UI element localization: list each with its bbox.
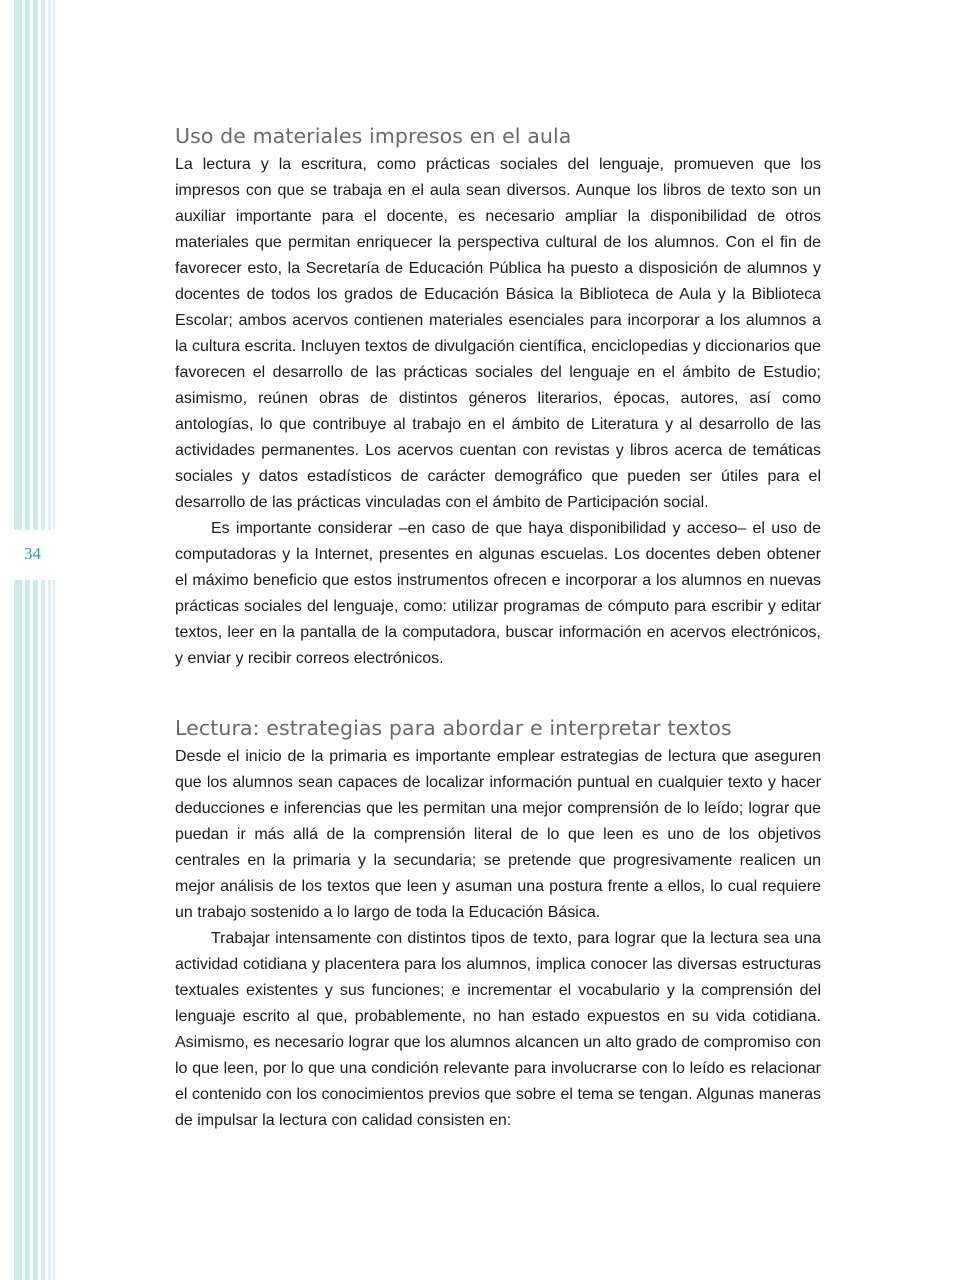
margin-stripe — [53, 0, 55, 1280]
section-heading: Lectura: estrategias para abordar e interpretar textos — [175, 716, 732, 740]
paragraph: Es importante considerar –en caso de que haya disponibilidad y acceso– el uso de computadoras y la Internet, presentes en algunas escuelas. Los docentes deben obtener el máximo beneficio que estos instrumentos ofrecen e incorporar a los alumnos en nuevas prácticas sociales del lenguaje, como: utilizar programas de cómputo para escribir y editar textos, leer en la pantalla de la computadora, buscar información en acervos electrónicos, y enviar y recibir correos electrónicos. — [175, 520, 821, 667]
margin-stripe — [41, 0, 45, 1280]
page-number: 34 — [24, 544, 41, 563]
paragraph: Desde el inicio de la primaria es importante emplear estrategias de lectura que aseguren que los alumnos sean capaces de localizar información puntual en cualquier texto y hacer deducciones e inferencias que les permitan una mejor comprensión de lo leído; lograr que puedan ir más allá de la comprensión literal de lo que leen es uno de los objetivos centrales en la primaria y la secundaria; se pretende que progresivamente realicen un mejor análisis de los textos que leen y asuman una postura frente a ellos, lo cual requiere un trabajo sostenido a lo largo de toda la Educación Básica. — [175, 748, 821, 921]
section-heading: Uso de materiales impresos en el aula — [175, 124, 572, 148]
paragraph: Trabajar intensamente con distintos tipos de texto, para lograr que la lectura sea una actividad cotidiana y placentera para los alumnos, implica conocer las diversas estructuras textuales existentes y sus funciones; e incrementar el vocabulario y la comprensión del lenguaje escrito al que, probablemente, no han estado expuestos en su vida cotidiana. Asimismo, es necesario lograr que los alumnos alcancen un alto grado de compromiso con lo que leen, por lo que una condición relevante para involucrarse con lo leído es relacionar el contenido con los conocimientos previos que sobre el tema se tengan. Algunas maneras de impulsar la lectura con calidad consisten en: — [175, 930, 821, 1129]
paragraph: La lectura y la escritura, como prácticas sociales del lenguaje, promueven que los impresos con que se trabaja en el aula sean diversos. Aunque los libros de texto son un auxiliar importante para el docente, es necesario ampliar la disponibilidad de otros materiales que permitan enriquecer la perspectiva cultural de los alumnos. Con el fin de favorecer esto, la Secretaría de Educación Pública ha puesto a disposición de alumnos y docentes de todos los grados de Educación Básica la Biblioteca de Aula y la Biblioteca Escolar; ambos acervos contienen materiales esenciales para incorporar a los alumnos a la cultura escrita. Incluyen textos de divulgación científica, enciclopedias y diccionarios que favorecen el desarrollo de las prácticas sociales del lenguaje en el ámbito de Estudio; asimismo, reúnen obras de distintos géneros literarios, épocas, autores, así como antologías, lo que contribuye al trabajo en el ámbito de Literatura y al desarrollo de las actividades permanentes. Los acervos cuentan con revistas y libros acerca de temáticas sociales y datos estadísticos de carácter demográfico que pueden ser útiles para el desarrollo de las prácticas vinculadas con el ámbito de Participación social. — [175, 156, 821, 511]
margin-stripe — [14, 0, 22, 1280]
margin-stripe — [33, 0, 38, 1280]
margin-stripes — [0, 0, 60, 1280]
section-uso-materiales — [175, 122, 821, 672]
margin-stripe — [48, 0, 51, 1280]
section-lectura-estrategias — [175, 714, 821, 1134]
page-content — [175, 122, 821, 1134]
margin-stripe — [25, 0, 30, 1280]
